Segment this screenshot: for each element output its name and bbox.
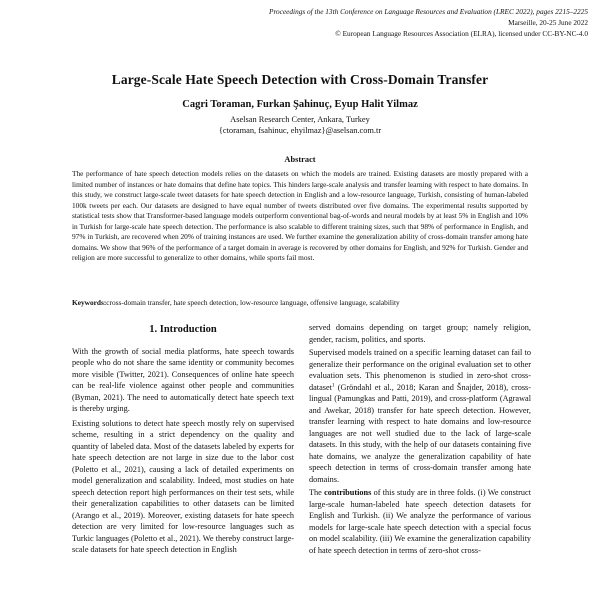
intro-paragraph-2: Existing solutions to detect hate speech mostly rely on supervised scheme, resulting in a strict dependency on the quality and quantity of labeled data. Most of the datasets labeled by experts for hate speech detection are not large in size due to the labor cost (Poletto et al., 2021), causing a lack of detailed experiments on model generalization and scalability. Indeed, most studies on hate speech detection report high performances on their test sets, while their generalization capabilities to other datasets can be limited (Arango et al., 2019). Moreover, existing datasets for hate speech detection are very limited for low-resource languages such as Turkic languages (Poletto et al., 2021). We thereby construct large-scale datasets for hate speech detection in English (72, 418, 294, 554)
venue-line: Marseille, 20-25 June 2022 (508, 18, 588, 27)
keywords-line (72, 298, 528, 308)
contributions-pre: The (309, 488, 322, 497)
contributions-bold: contributions (324, 488, 372, 497)
footnote-marker: 1 (331, 381, 335, 388)
keywords-label: Keywords: (72, 298, 107, 307)
author-emails: {ctoraman, fsahinuc, ehyilmaz}@aselsan.com.tr (218, 126, 382, 135)
author-affiliation-block (0, 114, 600, 136)
intro-paragraph-1: With the growth of social media platforms, hate speech towards people who do not share the same identity or community becomes more visible (Twitter, 2021). Consequences of online hate speech can be real-life violence against other people and communities (Byman, 2021). The need to automatically detect hate speech text is thereby urging. (72, 346, 294, 413)
section-title-introduction: 1. Introduction (149, 324, 217, 335)
affiliation: Aselsan Research Center, Ankara, Turkey (230, 115, 370, 124)
abstract-heading: Abstract (284, 155, 316, 164)
paper-authors: Cagri Toraman, Furkan Şahinuç, Eyup Halit Yilmaz (182, 99, 418, 110)
paper-title: Large-Scale Hate Speech Detection with Cross-Domain Transfer (111, 72, 489, 87)
proceedings-line: Proceedings of the 13th Conference on Language Resources and Evaluation (LREC 2022), pages 2215–2225 (269, 7, 588, 16)
license-line: © European Language Resources Association (ELRA), licensed under CC-BY-NC-4.0 (335, 29, 588, 38)
keywords-text: cross-domain transfer, hate speech detection, low-resource language, offensive language, scalability (106, 298, 400, 307)
abstract-text: The performance of hate speech detection models relies on the datasets on which the models are trained. Existing datasets are mostly prepared with a limited number of instances or hate domains that define hate topics. This hinders large-scale analysis and transfer learning with respect to hate domains. In this study, we construct large-scale tweet datasets for hate speech detection in English and a low-resource language, Turkish, consisting of human-labeled 100k tweets per each. Our datasets are designed to have equal number of tweets distributed over five domains. The experimental results supported by statistical tests show that Transformer-based language models outperform conventional bag-of-words and neural models by at least 5% in English and 10% in Turkish for large-scale hate speech detection. The performance is also scalable to different training sizes, such that 98% of performance in English, and 97% in Turkish, are recovered when 20% of training instances are used. We further examine the generalization ability of cross-domain transfer among hate domains. We show that 96% of the performance of a target domain in average is recovered by other domains for English, and 92% for Turkish. Gender and religion are more successful to generalize to other domains, while sports fail most. (72, 169, 528, 262)
right-paragraph-1: served domains depending on target group; namely religion, gender, racism, politics, and sports. (309, 323, 531, 344)
right-paragraph-2-part-b: (Gröndahl et al., 2018; Karan and Šnajder, 2018), cross-lingual (Pamungkas and Patti, 2019), and cross-platform (Agrawal and Awekar, 2018) transfer for hate speech detection. However, transfer learning with respect to hate domains and low-resource languages are not well studied due to the lack of large-scale datasets. In this study, with the help of our datasets containing five hate domains, we analyze the generalization capability of hate speech detection in terms of cross-domain transfer among hate domains. (309, 382, 532, 484)
right-paragraph-2 (309, 347, 531, 485)
proceedings-header (148, 6, 588, 39)
left-column (72, 318, 294, 559)
right-paragraph-2-part-a: Supervised models trained on a specific learning dataset can fail to generalize their performance on the original evaluation set to other evaluation sets. This phenomenon is studied in zero-shot cross-dataset (309, 348, 531, 392)
contributions-paragraph (309, 487, 531, 556)
right-column (309, 322, 531, 559)
contributions-text: of this study are in three folds. (i) We construct large-scale human-labeled hate speech detection datasets for English and Turkish. (ii) We analyze the performance of various models for large-scale hate speech detection with a special focus on model scalability. (iii) We examine the generalization capability of hate speech detection in terms of zero-shot cross- (309, 488, 532, 555)
